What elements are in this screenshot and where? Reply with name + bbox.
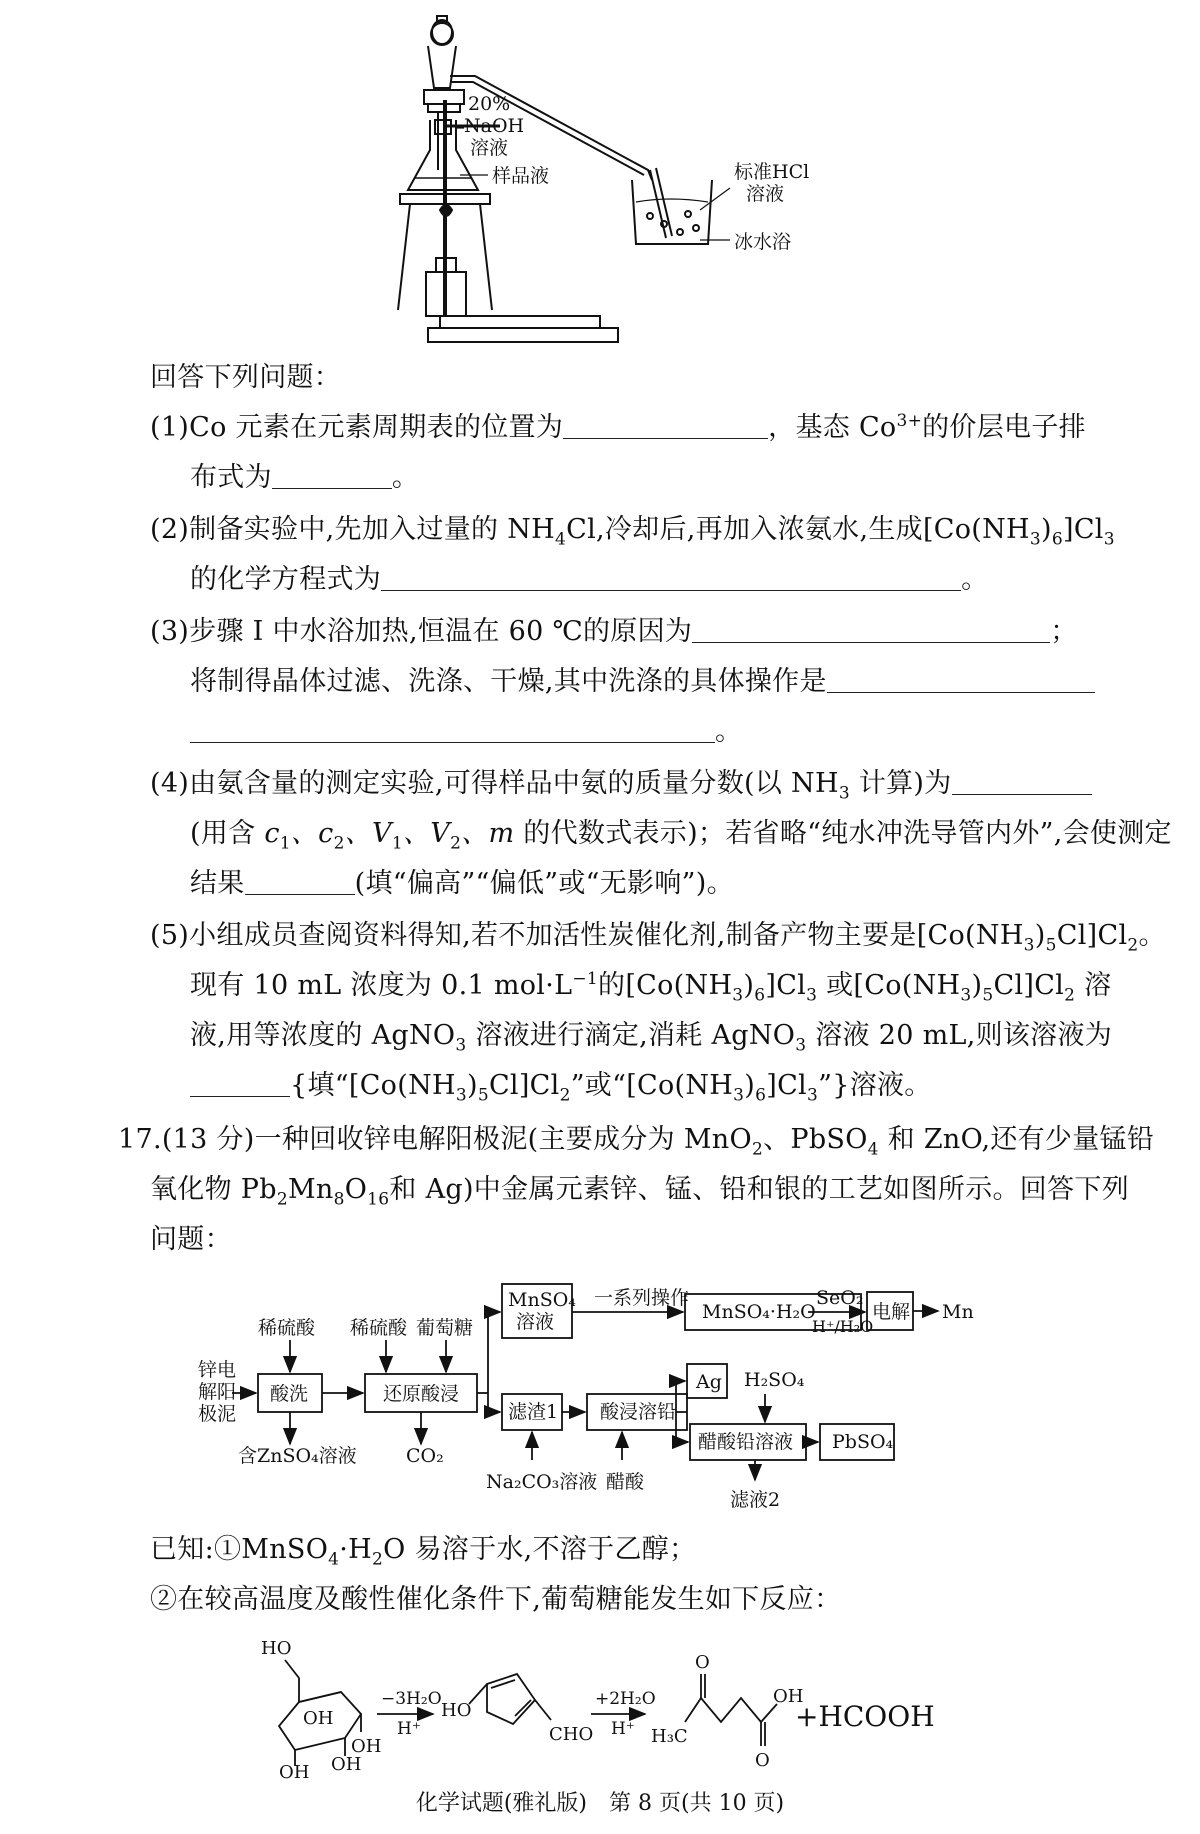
q16-part1-line2: 布式为 。	[190, 462, 420, 493]
hcl-label: 标准HCl	[734, 161, 810, 183]
lead-leach-label: 酸浸溶铅	[600, 1401, 677, 1423]
answer-blank[interactable]	[952, 768, 1092, 795]
process-flowchart	[190, 1276, 1190, 1511]
glucose-label: 葡萄糖	[416, 1317, 474, 1339]
naoh-solution-label: 溶液	[470, 137, 509, 159]
q17-stem-line2: 氧化物 $Pb_2Mn_8O_{16}$和 Ag)中金属元素锌、锰、铅和银的工艺如图所示。回答下列	[150, 1174, 1130, 1210]
acid-oxygen-label: O	[755, 1750, 770, 1771]
glucose-reaction-scheme	[255, 1630, 935, 1783]
naoh-pct-label: 20%	[468, 93, 511, 115]
q16-part2-line1: (2)制备实验中,先加入过量的 $NH_4Cl$,冷却后,再加入浓氨水,生成$[Co(NH_3)_6]Cl_3$	[150, 514, 1115, 550]
methyl-label: H₃C	[651, 1726, 688, 1747]
glucose-oh-3: OH	[279, 1762, 310, 1783]
q16-part1-line1: (1)Co 元素在元素周期表的位置为 ，基态 $Co^{3+}$的价层电子排	[150, 411, 1086, 443]
q16-part3-line1: (3)步骤 Ⅰ 中水浴加热,恒温在 60 ℃的原因为 ；	[150, 616, 1078, 647]
reduction-leach-label: 还原酸浸	[383, 1383, 460, 1405]
sulfuric-acid-label-3: H₂SO₄	[744, 1369, 805, 1391]
ice-bath-label: 冰水浴	[734, 231, 792, 253]
sample-label: 样品液	[492, 165, 550, 187]
q16-part3-line2: 将制得晶体过滤、洗涤、干燥,其中洗涤的具体操作是	[190, 664, 1095, 700]
zinc-sulfate-output-label: 含ZnSO₄溶液	[238, 1445, 357, 1467]
feed-label-3: 极泥	[198, 1403, 237, 1425]
q16-part5-line4: {填“$[Co(NH_3)_5Cl]Cl_2$”或“$[Co(NH_3)_6]Cl_3$”}溶液。	[190, 1068, 932, 1104]
page-footer: 化学试题(雅礼版) 第 8 页(共 10 页)	[415, 1791, 785, 1816]
sodium-carbonate-label: Na₂CO₃溶液	[486, 1471, 598, 1493]
dehydration-catalyst: H⁺	[397, 1719, 421, 1739]
q16-part4-line1: (4)由氨含量的测定实验,可得样品中氨的质量分数(以 $NH_3$ 计算)为	[150, 766, 1092, 802]
answer-blank[interactable]	[381, 564, 961, 591]
q17-stem-line1: 17.(13 分)一种回收锌电解阳极泥(主要成分为 MnO$_2$、PbSO$_4$ 和 ZnO,还有少量锰铅	[118, 1124, 1155, 1160]
manganese-label: Mn	[942, 1301, 974, 1323]
dehydration-condition: −3H₂O	[381, 1689, 442, 1709]
q16-part2-line2: 的化学方程式为 。	[190, 564, 989, 595]
known-fact-1: 已知$:①MnSO_4\cdot H_2O$ 易溶于水,不溶于乙醇；	[150, 1534, 697, 1570]
q16-part3-line3: 。	[190, 714, 742, 750]
answer-blank[interactable]	[692, 616, 1050, 643]
glucose-oh-1: OH	[303, 1708, 334, 1729]
hmf-ho-label: HO	[441, 1700, 472, 1721]
glucose-oh-4: OH	[331, 1754, 362, 1775]
q17-stem-line3: 问题：	[150, 1224, 232, 1255]
hmf-cho-label: CHO	[549, 1724, 594, 1745]
acid-oh-label: OH	[773, 1686, 804, 1707]
hydration-catalyst: H⁺	[611, 1719, 635, 1739]
acid-wash-label: 酸洗	[270, 1383, 309, 1405]
mnso4-solution-label: 溶液	[516, 1311, 555, 1333]
glucose-ho-label: HO	[261, 1638, 292, 1659]
sulfuric-acid-label-1: 稀硫酸	[258, 1317, 316, 1339]
answer-blank[interactable]	[827, 666, 1095, 693]
electrolysis-label: 电解	[872, 1301, 911, 1323]
co2-label: CO₂	[406, 1445, 444, 1467]
mnso4-hydrate-label: MnSO₄·H₂O	[702, 1301, 816, 1323]
ketone-oxygen-label: O	[695, 1652, 710, 1673]
answer-blank[interactable]	[272, 462, 392, 489]
answer-blank[interactable]	[245, 868, 355, 895]
feed-label-1: 锌电	[198, 1359, 237, 1381]
answer-blank[interactable]	[190, 1070, 290, 1097]
formic-acid-product: +HCOOH	[795, 1700, 935, 1733]
ammonia-distillation-apparatus	[400, 10, 920, 360]
q16-part5-line1: (5)小组成员查阅资料得知,若不加活性炭催化剂,制备产物主要是$[Co(NH_3)_5Cl]Cl_2$。	[150, 920, 1166, 956]
hydration-condition: +2H₂O	[595, 1689, 656, 1709]
known-fact-2: ②在较高温度及酸性催化条件下,葡萄糖能发生如下反应：	[150, 1584, 842, 1615]
seo2-label: SeO₂	[816, 1287, 864, 1309]
answer-blank[interactable]	[563, 412, 768, 439]
q16-part5-line3: 液,用等浓度的 AgNO$_3$ 溶液进行滴定,消耗 AgNO$_3$ 溶液 20 mL,则该溶液为	[190, 1020, 1113, 1056]
acetic-acid-label: 醋酸	[606, 1471, 645, 1493]
silver-label: Ag	[696, 1371, 722, 1393]
naoh-label: NaOH	[464, 115, 525, 137]
filtrate2-label: 滤液2	[730, 1489, 781, 1511]
lead-acetate-label: 醋酸铅溶液	[698, 1431, 794, 1453]
feed-label-2: 解阳	[198, 1381, 237, 1403]
q16-intro: 回答下列问题：	[150, 362, 342, 393]
q16-part4-line3: 结果 (填“偏高”“偏低”或“无影响”)。	[190, 868, 734, 899]
lead-sulfate-label: PbSO₄	[832, 1431, 894, 1453]
q16-part5-line2: 现有 10 mL 浓度为 0.1 $mol\cdot L^{-1}$的$[Co(NH_3)_6]Cl_3$ 或$[Co(NH_3)_5Cl]Cl_2$ 溶	[190, 969, 1112, 1006]
acid-water-label: H⁺/H₂O	[812, 1317, 874, 1336]
answer-blank[interactable]	[190, 716, 715, 743]
q16-part4-line2: (用含 $c_1$、$c_2$、$V_1$、$V_2$、m 的代数式表示)；若省略“纯水冲洗导管内外”,会使测定	[190, 818, 1172, 854]
mnso4-label: MnSO₄	[508, 1289, 576, 1311]
sulfuric-acid-label-2: 稀硫酸	[350, 1317, 408, 1339]
hcl-solution-label: 溶液	[746, 183, 785, 205]
series-operations-label: 一系列操作	[594, 1287, 690, 1309]
glucose-oh-2: OH	[351, 1736, 382, 1757]
residue1-label: 滤渣1	[508, 1401, 559, 1423]
